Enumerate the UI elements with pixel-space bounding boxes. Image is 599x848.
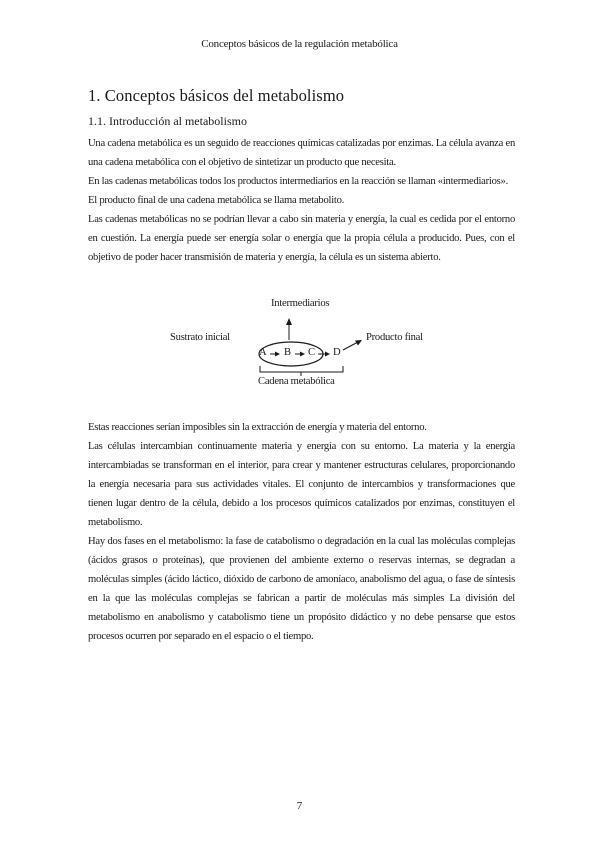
paragraph: Estas reacciones serían imposibles sin la extracción de energía y materia del entorno. — [88, 422, 427, 433]
arrow-to-product — [343, 342, 358, 350]
subsection-title: 1.1. Introducción al metabolismo — [88, 114, 247, 128]
page-number: 7 — [296, 800, 303, 812]
arrow-a-b-head — [275, 352, 280, 357]
initial-substrate-label: Sustrato inicial — [170, 332, 230, 343]
up-arrow-head — [286, 318, 292, 325]
running-header: Conceptos básicos de la regulación metabólica — [201, 38, 398, 50]
intermediates-label: Intermediarios — [271, 298, 330, 309]
node-b: B — [284, 347, 291, 358]
arrow-c-d-head — [325, 352, 330, 357]
node-d: D — [333, 347, 341, 358]
arrow-b-c-head — [300, 352, 305, 357]
intro-text-block — [88, 134, 515, 267]
paragraph: Una cadena metabólica es un seguido de reacciones químicas catalizadas por enzimas. La célula avanza en una cadena metabólica con el objetivo de sintetizar un producto que necesita. — [88, 138, 515, 168]
chain-bracket — [260, 366, 343, 372]
metabolism-text-block — [88, 418, 515, 646]
paragraph: Las células intercambian continuamente materia y energía con su entorno. La materia y la energía intercambiadas se transforman en el interior, para crear y mantener estructuras celulares, proporcionando la energía necesaria para sus actividades vitales. El conjunto de intercambios y transformaciones que tienen lugar dentro de la célula, debido a los procesos químicos catalizados por enzimas, constituyen el metabolismo. — [88, 441, 515, 528]
paragraph: Hay dos fases en el metabolismo: la fase de catabolismo o degradación en la cual las moléculas complejas (ácidos grasos o proteínas), que provienen del ambiente externo o reservas internas, se degradan a moléculas simples (ácido láctico, dióxido de carbono de amoníaco, anabolismo del agua, o fase de síntesis en la que las moléculas complejas se fabrican a partir de moléculas más simples La división del metabolismo en anabolismo y catabolismo tiene un propósito didáctico y no debe pensarse que estos procesos ocurren por separado en el espacio o el tiempo. — [88, 536, 515, 642]
node-c: C — [308, 347, 315, 358]
metabolic-chain-diagram — [160, 298, 450, 398]
final-product-label: Producto final — [366, 332, 423, 343]
paragraph: En las cadenas metabólicas todos los productos intermediarios en la reacción se llaman «intermediarios». — [88, 176, 508, 187]
metabolic-chain-label: Cadena metabólica — [258, 376, 335, 387]
node-a: A — [259, 347, 267, 358]
paragraph: Las cadenas metabólicas no se podrían llevar a cabo sin materia y energía, la cual es cedida por el entorno en cuestión. La energía puede ser energía solar o energía que la propia célula a producido. Pues, con el objetivo de poder hacer transmisión de materia y energía, la célula es un sistema abierto. — [88, 214, 515, 263]
section-title: 1. Conceptos básicos del metabolismo — [88, 86, 345, 105]
paragraph: El producto final de una cadena metabólica se llama metabolito. — [88, 195, 345, 206]
